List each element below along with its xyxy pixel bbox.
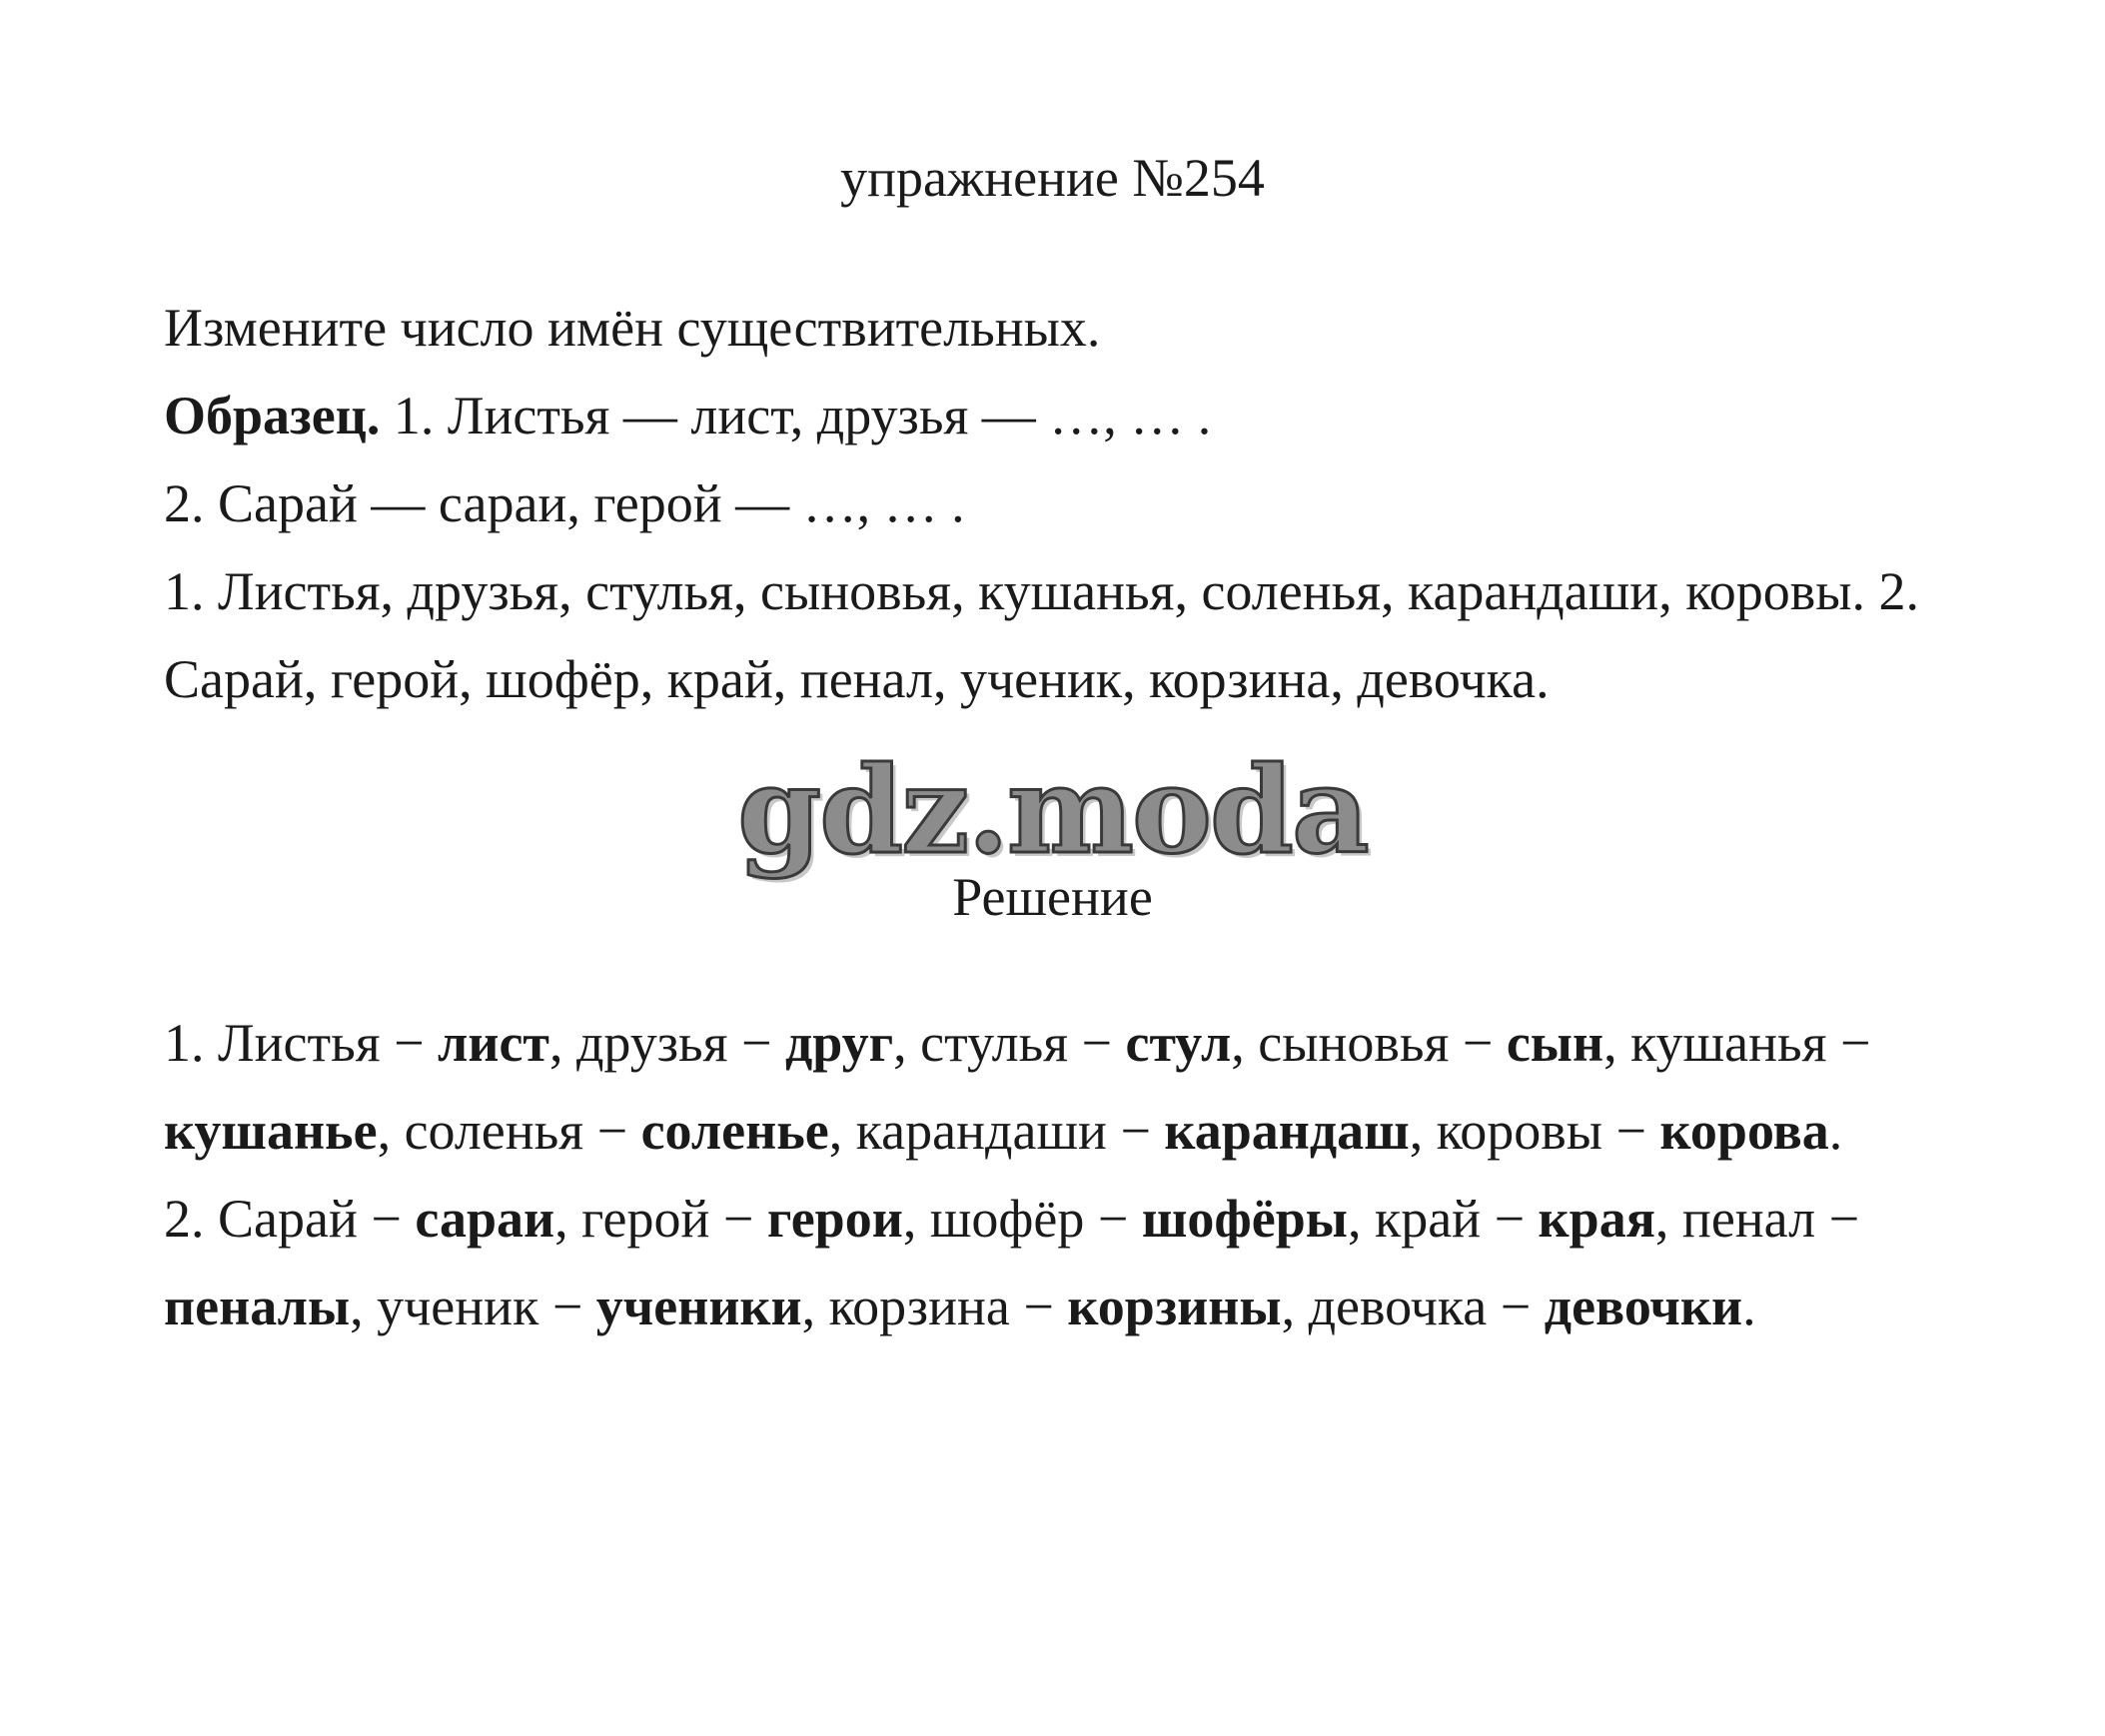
exercise-title: упражнение №254 (840, 148, 1265, 208)
answer-form: стул (1125, 1013, 1232, 1073)
answer-form: края (1538, 1189, 1655, 1249)
task-instruction: Измените число имён существительных. (164, 298, 1101, 358)
answer-word: Листья (218, 1013, 381, 1073)
answer-part-1-number: 1. (164, 1013, 218, 1073)
answer-word: соленья (404, 1101, 584, 1161)
sample-text-1: 1. Листья — лист, друзья — …, … . (380, 386, 1212, 445)
answer-form: корова (1659, 1101, 1829, 1161)
task-block (164, 284, 1922, 723)
answer-word: девочка (1308, 1277, 1488, 1336)
answer-form: лист (438, 1013, 549, 1073)
answer-form: карандаш (1164, 1101, 1410, 1161)
answer-part-2-number: 2. (164, 1189, 218, 1249)
answer-word: край (1374, 1189, 1482, 1249)
sample-label: Образец. (164, 386, 381, 445)
answer-part-2: 2. Сарай − сараи, герой − герои, шофёр − шофёры, край − края, пенал − пеналы, ученик − ученики, корзина − корзины, девочка − девочки. (164, 1189, 1860, 1336)
answer-form: герои (766, 1189, 903, 1249)
answer-word: коровы (1436, 1101, 1603, 1161)
answer-word: сыновья (1258, 1013, 1450, 1073)
sample-line-2: 2. Сарай — сараи, герой — …, … . (164, 473, 965, 533)
answer-form: соленье (640, 1101, 829, 1161)
watermark-logo: gdz.moda (737, 740, 1368, 881)
answer-word: герой (581, 1189, 710, 1249)
sample-line-1 (164, 372, 1922, 459)
solution-heading: Решение (952, 867, 1153, 927)
answer-form: корзины (1067, 1277, 1282, 1336)
answer-form: друг (784, 1013, 894, 1073)
answer-word: карандаши (855, 1101, 1107, 1161)
answer-part-1: 1. Листья − лист, друзья − друг, стулья − стул, сыновья − сын, кушанья − кушанье, соленья − соленье, карандаши − карандаш, коровы − корова. (164, 1013, 1871, 1161)
task-words: 1. Листья, друзья, стулья, сыновья, кушанья, соленья, карандаши, коровы. 2. Сарай, герой, шофёр, край, пенал, ученик, корзина, девочка. (164, 561, 1919, 709)
answer-form: шофёры (1141, 1189, 1348, 1249)
answer-word: стулья (920, 1013, 1069, 1073)
answer-form: девочки (1544, 1277, 1743, 1336)
answer-form: сын (1506, 1013, 1604, 1073)
answer-block (164, 999, 1922, 1350)
answer-form: пеналы (164, 1277, 351, 1336)
answer-word: ученик (377, 1277, 539, 1336)
answer-word: кушанья (1630, 1013, 1827, 1073)
answer-form: кушанье (164, 1101, 378, 1161)
answer-word: пенал (1681, 1189, 1816, 1249)
answer-word: шофёр (929, 1189, 1085, 1249)
answer-word: Сарай (218, 1189, 358, 1249)
answer-form: ученики (595, 1277, 802, 1336)
answer-word: корзина (828, 1277, 1010, 1336)
answer-word: друзья (575, 1013, 728, 1073)
answer-form: сараи (415, 1189, 555, 1249)
